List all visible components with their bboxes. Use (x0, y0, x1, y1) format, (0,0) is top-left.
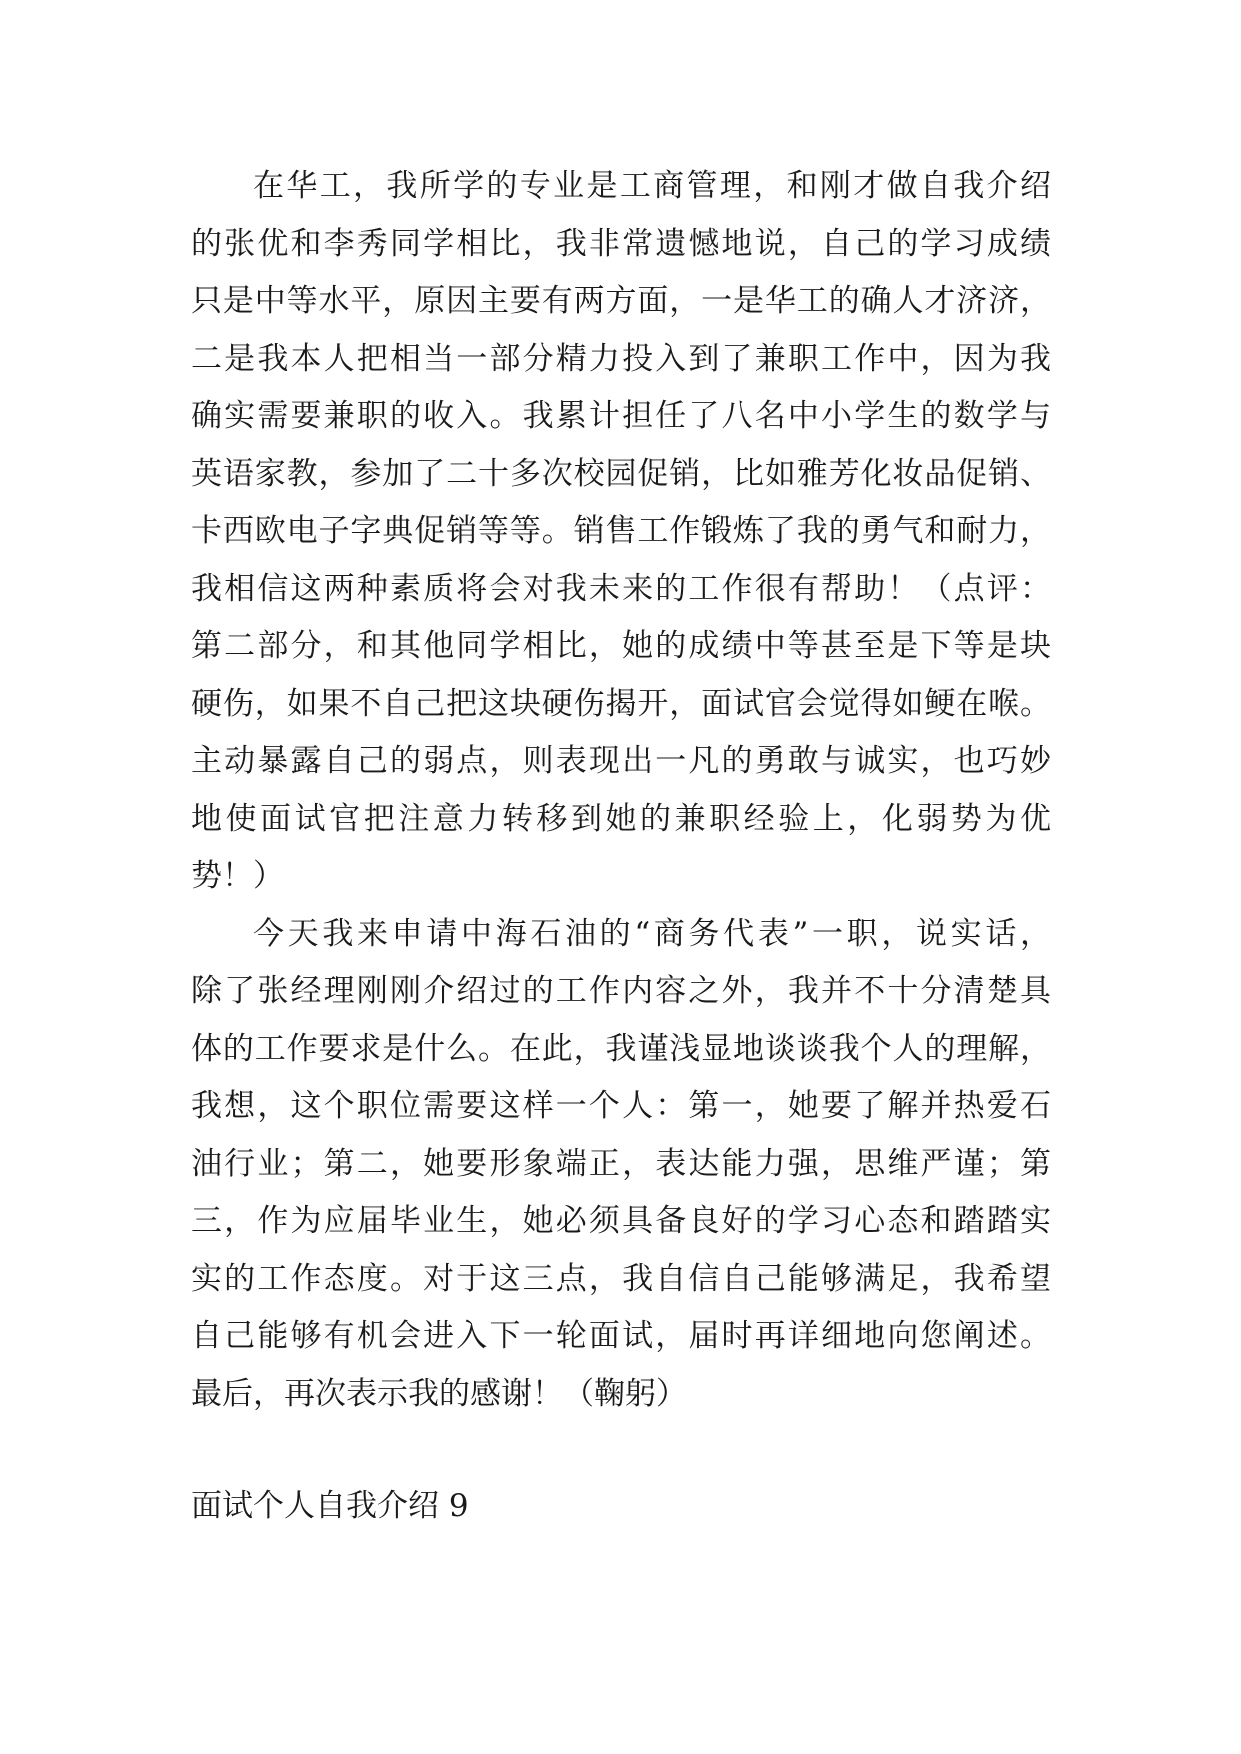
text-line: 除了张经理刚刚介绍过的工作内容之外，我并不十分清楚具 (191, 973, 1051, 1009)
text-line: 主动暴露自己的弱点，则表现出一凡的勇敢与诚实，也巧妙 (191, 743, 1051, 779)
paragraph-position (191, 906, 1051, 1424)
text-line: 今天我来申请中海石油的“商务代表”一职，说实话， (253, 915, 1051, 952)
document-body (191, 158, 1051, 1423)
text-line: 在华工，我所学的专业是工商管理，和刚才做自我介绍 (253, 168, 1051, 204)
text-line: 硬伤，如果不自己把这块硬伤揭开，面试官会觉得如鲠在喉。 (191, 685, 1051, 722)
text-line: 我想，这个职位需要这样一个人：第一，她要了解并热爱石 (191, 1088, 1051, 1124)
text-line: 只是中等水平，原因主要有两方面，一是华工的确人才济济， (191, 283, 1051, 319)
text-line: 势！） (191, 858, 284, 894)
text-line: 最后，再次表示我的感谢！（鞠躬） (191, 1375, 687, 1412)
text-line: 我相信这两种素质将会对我未来的工作很有帮助！（点评： (191, 570, 1051, 607)
section-heading: 面试个人自我介绍 9 (191, 1488, 469, 1524)
paragraph-education (191, 158, 1051, 906)
text-line: 英语家教，参加了二十多次校园促销，比如雅芳化妆品促销、 (191, 455, 1051, 492)
text-line: 二是我本人把相当一部分精力投入到了兼职工作中，因为我 (191, 340, 1051, 377)
text-line: 油行业；第二，她要形象端正，表达能力强，思维严谨；第 (191, 1145, 1051, 1182)
text-line: 体的工作要求是什么。在此，我谨浅显地谈谈我个人的理解， (191, 1030, 1051, 1067)
text-line: 自己能够有机会进入下一轮面试，届时再详细地向您阐述。 (191, 1318, 1051, 1354)
text-line: 实的工作态度。对于这三点，我自信自己能够满足，我希望 (191, 1260, 1051, 1297)
text-line: 卡西欧电子字典促销等等。销售工作锻炼了我的勇气和耐力， (191, 513, 1051, 549)
text-line: 第二部分，和其他同学相比，她的成绩中等甚至是下等是块 (191, 628, 1051, 664)
text-line: 地使面试官把注意力转移到她的兼职经验上，化弱势为优 (191, 800, 1051, 837)
text-line: 三，作为应届毕业生，她必须具备良好的学习心态和踏踏实 (191, 1203, 1051, 1239)
text-line: 确实需要兼职的收入。我累计担任了八名中小学生的数学与 (191, 398, 1051, 434)
text-line: 的张优和李秀同学相比，我非常遗憾地说，自己的学习成绩 (191, 225, 1051, 262)
